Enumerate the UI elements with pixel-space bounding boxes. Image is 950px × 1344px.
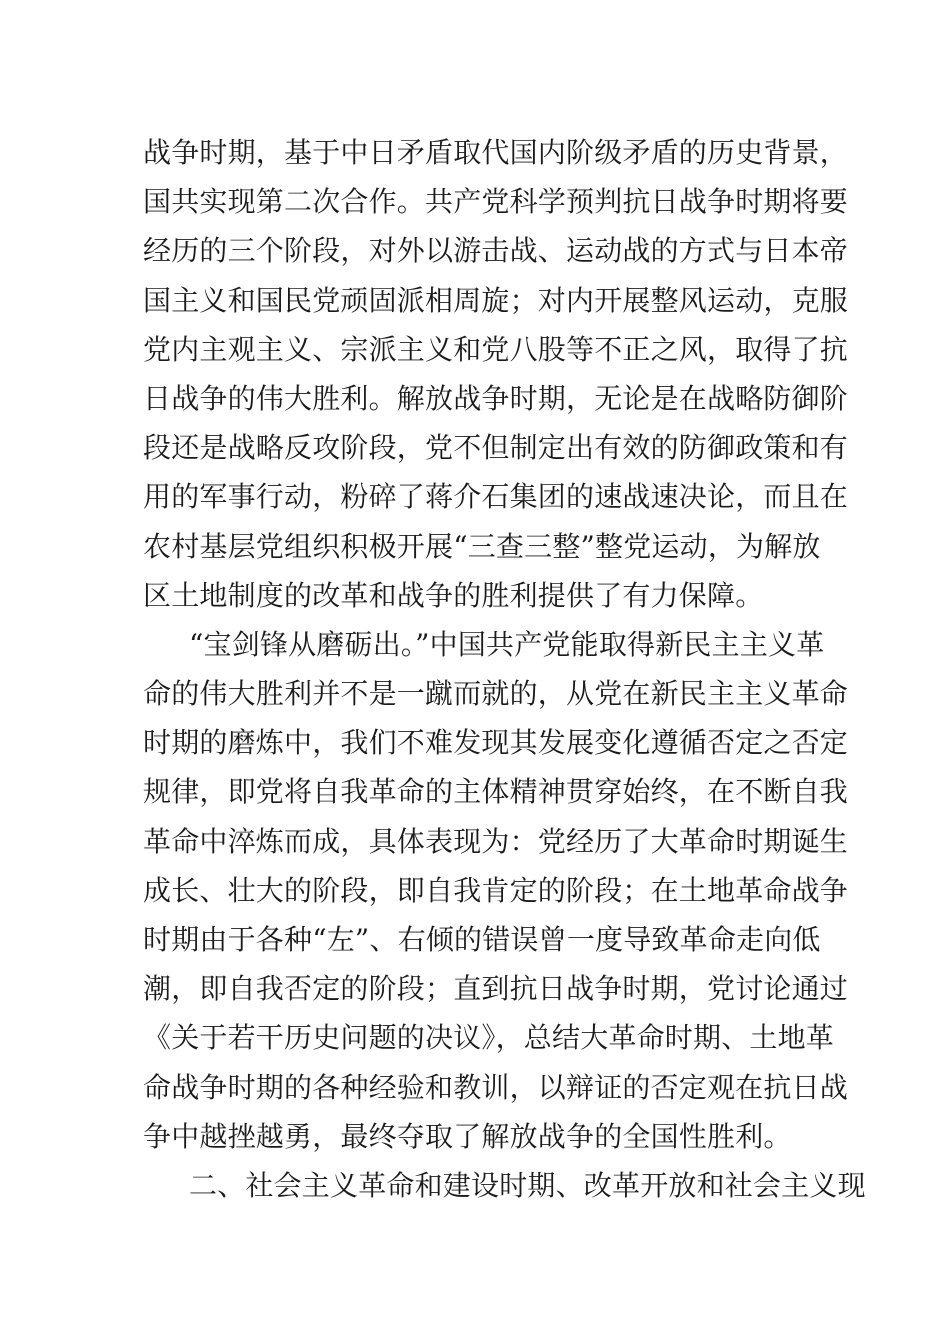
text-line: 革命中淬炼而成，具体表现为：党经历了大革命时期诞生 (143, 824, 849, 858)
text-line: 成长、壮大的阶段，即自我肯定的阶段；在土地革命战争 (143, 873, 849, 907)
text-line: 规律，即党将自我革命的主体精神贯穿始终，在不断自我 (143, 775, 849, 809)
text-line: 农村基层党组织积极开展“三查三整”整党运动，为解放 (143, 529, 821, 563)
text-line: “宝剑锋从磨砺出。”中国共产党能取得新民主主义革 (189, 627, 825, 661)
text-line: 命战争时期的各种经验和教训，以辩证的否定观在抗日战 (143, 1070, 849, 1104)
text-line: 区土地制度的改革和战争的胜利提供了有力保障。 (143, 578, 764, 612)
text-line: 争中越挫越勇，最终夺取了解放战争的全国性胜利。 (143, 1119, 792, 1153)
text-line: 党内主观主义、宗派主义和党八股等不正之风，取得了抗 (143, 332, 849, 366)
text-line: 战争时期，基于中日矛盾取代国内阶级矛盾的历史背景， (143, 136, 849, 169)
paragraph (143, 1161, 866, 1210)
text-line: 国主义和国民党顽固派相周旋；对内开展整风运动，克服 (143, 283, 849, 317)
text-line: 日战争的伟大胜利。解放战争时期，无论是在战略防御阶 (143, 381, 849, 415)
document-body (143, 128, 866, 1210)
text-line: 经历的三个阶段，对外以游击战、运动战的方式与日本帝 (143, 234, 849, 268)
text-line: 国共实现第二次合作。共产党科学预判抗日战争时期将要 (143, 185, 849, 219)
text-line: 段还是战略反攻阶段，党不但制定出有效的防御政策和有 (143, 431, 849, 465)
text-line: 时期的磨炼中，我们不难发现其发展变化遵循否定之否定 (143, 726, 849, 760)
text-line: 二、社会主义革命和建设时期、改革开放和社会主义现 (189, 1168, 866, 1202)
paragraph (143, 620, 849, 1161)
paragraph (143, 128, 849, 620)
text-line: 命的伟大胜利并不是一蹴而就的，从党在新民主主义革命 (143, 677, 849, 711)
text-line: 时期由于各种“左”、右倾的错误曾一度导致革命走向低 (143, 923, 821, 956)
text-line: 用的军事行动，粉碎了蒋介石集团的速战速决论，而且在 (143, 480, 849, 514)
text-line: 潮，即自我否定的阶段；直到抗日战争时期，党讨论通过 (143, 972, 849, 1006)
text-line: 《关于若干历史问题的决议》，总结大革命时期、土地革 (143, 1021, 835, 1055)
